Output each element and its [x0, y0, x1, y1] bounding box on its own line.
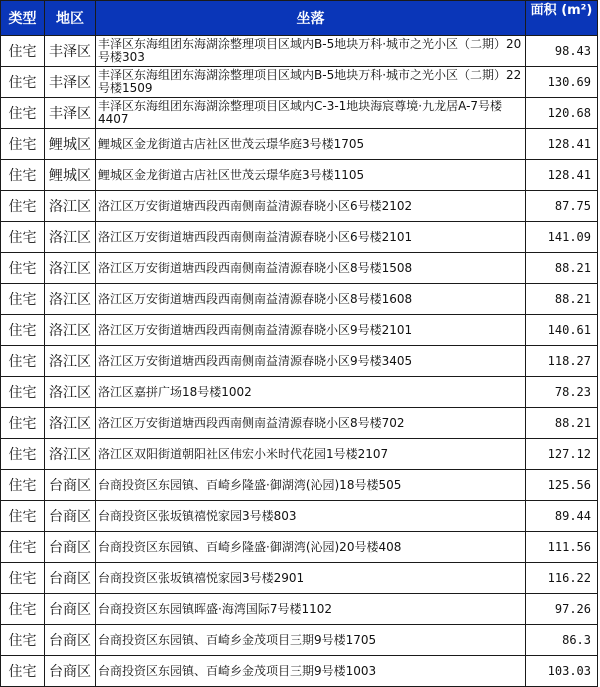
cell-area: 洛江区: [45, 377, 96, 408]
cell-location: 洛江区万安街道塘西段西南侧南益清源春晓小区6号楼2102: [96, 191, 526, 222]
table-row: [1, 160, 598, 191]
cell-type: 住宅: [1, 470, 45, 501]
cell-size: 128.41: [526, 160, 598, 191]
header-row: [1, 1, 598, 36]
cell-area: 台商区: [45, 625, 96, 656]
cell-type: 住宅: [1, 315, 45, 346]
cell-size: 128.41: [526, 129, 598, 160]
table-row: [1, 98, 598, 129]
table-row: [1, 408, 598, 439]
cell-area: 洛江区: [45, 191, 96, 222]
cell-area: 台商区: [45, 563, 96, 594]
cell-size: 140.61: [526, 315, 598, 346]
cell-size: 88.21: [526, 284, 598, 315]
cell-type: 住宅: [1, 98, 45, 129]
cell-area: 鲤城区: [45, 160, 96, 191]
cell-area: 丰泽区: [45, 67, 96, 98]
cell-type: 住宅: [1, 284, 45, 315]
table-row: [1, 501, 598, 532]
table-row: [1, 253, 598, 284]
cell-size: 118.27: [526, 346, 598, 377]
cell-location: 洛江区万安街道塘西段西南侧南益清源春晓小区8号楼1608: [96, 284, 526, 315]
table-row: [1, 656, 598, 687]
cell-size: 116.22: [526, 563, 598, 594]
cell-type: 住宅: [1, 501, 45, 532]
cell-area: 洛江区: [45, 284, 96, 315]
cell-type: 住宅: [1, 67, 45, 98]
table-row: [1, 67, 598, 98]
cell-type: 住宅: [1, 532, 45, 563]
cell-type: 住宅: [1, 408, 45, 439]
cell-location: 台商投资区东园镇、百崎乡金茂项目三期9号楼1003: [96, 656, 526, 687]
cell-location: 洛江区双阳街道朝阳社区伟宏小米时代花园1号楼2107: [96, 439, 526, 470]
cell-location: 丰泽区东海组团东海湖涂整理项目区域内B-5地块万科·城市之光小区（二期）20号楼303: [96, 36, 526, 67]
cell-location: 台商投资区东园镇、百崎乡隆盛·御湖湾(沁园)20号楼408: [96, 532, 526, 563]
cell-size: 89.44: [526, 501, 598, 532]
table-row: [1, 284, 598, 315]
cell-type: 住宅: [1, 625, 45, 656]
cell-size: 78.23: [526, 377, 598, 408]
cell-size: 88.21: [526, 408, 598, 439]
cell-size: 97.26: [526, 594, 598, 625]
table-row: [1, 470, 598, 501]
header-area: 地区: [45, 1, 96, 36]
cell-size: 141.09: [526, 222, 598, 253]
table-row: [1, 36, 598, 67]
cell-size: 98.43: [526, 36, 598, 67]
cell-size: 111.56: [526, 532, 598, 563]
table-row: [1, 532, 598, 563]
cell-size: 87.75: [526, 191, 598, 222]
cell-type: 住宅: [1, 160, 45, 191]
table-row: [1, 439, 598, 470]
cell-size: 120.68: [526, 98, 598, 129]
cell-area: 鲤城区: [45, 129, 96, 160]
cell-type: 住宅: [1, 377, 45, 408]
cell-location: 洛江区嘉拼广场18号楼1002: [96, 377, 526, 408]
cell-location: 洛江区万安街道塘西段西南侧南益清源春晓小区9号楼2101: [96, 315, 526, 346]
table-row: [1, 377, 598, 408]
cell-location: 洛江区万安街道塘西段西南侧南益清源春晓小区8号楼702: [96, 408, 526, 439]
cell-location: 鲤城区金龙街道古店社区世茂云璟华庭3号楼1105: [96, 160, 526, 191]
cell-type: 住宅: [1, 346, 45, 377]
header-type: 类型: [1, 1, 45, 36]
cell-type: 住宅: [1, 594, 45, 625]
cell-size: 125.56: [526, 470, 598, 501]
cell-area: 台商区: [45, 532, 96, 563]
cell-size: 88.21: [526, 253, 598, 284]
cell-area: 台商区: [45, 470, 96, 501]
cell-area: 洛江区: [45, 408, 96, 439]
cell-type: 住宅: [1, 191, 45, 222]
cell-type: 住宅: [1, 129, 45, 160]
cell-location: 洛江区万安街道塘西段西南侧南益清源春晓小区8号楼1508: [96, 253, 526, 284]
cell-type: 住宅: [1, 253, 45, 284]
cell-location: 台商投资区东园镇、百崎乡金茂项目三期9号楼1705: [96, 625, 526, 656]
cell-size: 127.12: [526, 439, 598, 470]
cell-area: 洛江区: [45, 315, 96, 346]
cell-area: 洛江区: [45, 222, 96, 253]
table-row: [1, 129, 598, 160]
cell-area: 洛江区: [45, 346, 96, 377]
cell-location: 洛江区万安街道塘西段西南侧南益清源春晓小区6号楼2101: [96, 222, 526, 253]
cell-area: 台商区: [45, 594, 96, 625]
cell-area: 洛江区: [45, 253, 96, 284]
cell-location: 台商投资区东园镇、百崎乡隆盛·御湖湾(沁园)18号楼505: [96, 470, 526, 501]
table-row: [1, 563, 598, 594]
cell-type: 住宅: [1, 656, 45, 687]
table-row: [1, 222, 598, 253]
cell-area: 台商区: [45, 501, 96, 532]
cell-size: 86.3: [526, 625, 598, 656]
table-row: [1, 315, 598, 346]
cell-location: 洛江区万安街道塘西段西南侧南益清源春晓小区9号楼3405: [96, 346, 526, 377]
header-location: 坐落: [96, 1, 526, 36]
cell-size: 130.69: [526, 67, 598, 98]
cell-type: 住宅: [1, 439, 45, 470]
cell-area: 丰泽区: [45, 98, 96, 129]
cell-type: 住宅: [1, 36, 45, 67]
cell-location: 台商投资区东园镇晖盛·海湾国际7号楼1102: [96, 594, 526, 625]
cell-location: 丰泽区东海组团东海湖涂整理项目区域内C-3-1地块海宸尊境·九龙居A-7号楼4407: [96, 98, 526, 129]
cell-area: 丰泽区: [45, 36, 96, 67]
cell-type: 住宅: [1, 222, 45, 253]
table-row: [1, 191, 598, 222]
cell-location: 丰泽区东海组团东海湖涂整理项目区域内B-5地块万科·城市之光小区（二期）22号楼1509: [96, 67, 526, 98]
cell-location: 鲤城区金龙街道古店社区世茂云璟华庭3号楼1705: [96, 129, 526, 160]
table-row: [1, 346, 598, 377]
table-row: [1, 594, 598, 625]
cell-location: 台商投资区张坂镇禧悦家园3号楼2901: [96, 563, 526, 594]
cell-area: 洛江区: [45, 439, 96, 470]
cell-size: 103.03: [526, 656, 598, 687]
header-size: 面积 (m²): [526, 1, 598, 36]
cell-type: 住宅: [1, 563, 45, 594]
table-row: [1, 625, 598, 656]
cell-area: 台商区: [45, 656, 96, 687]
cell-location: 台商投资区张坂镇禧悦家园3号楼803: [96, 501, 526, 532]
